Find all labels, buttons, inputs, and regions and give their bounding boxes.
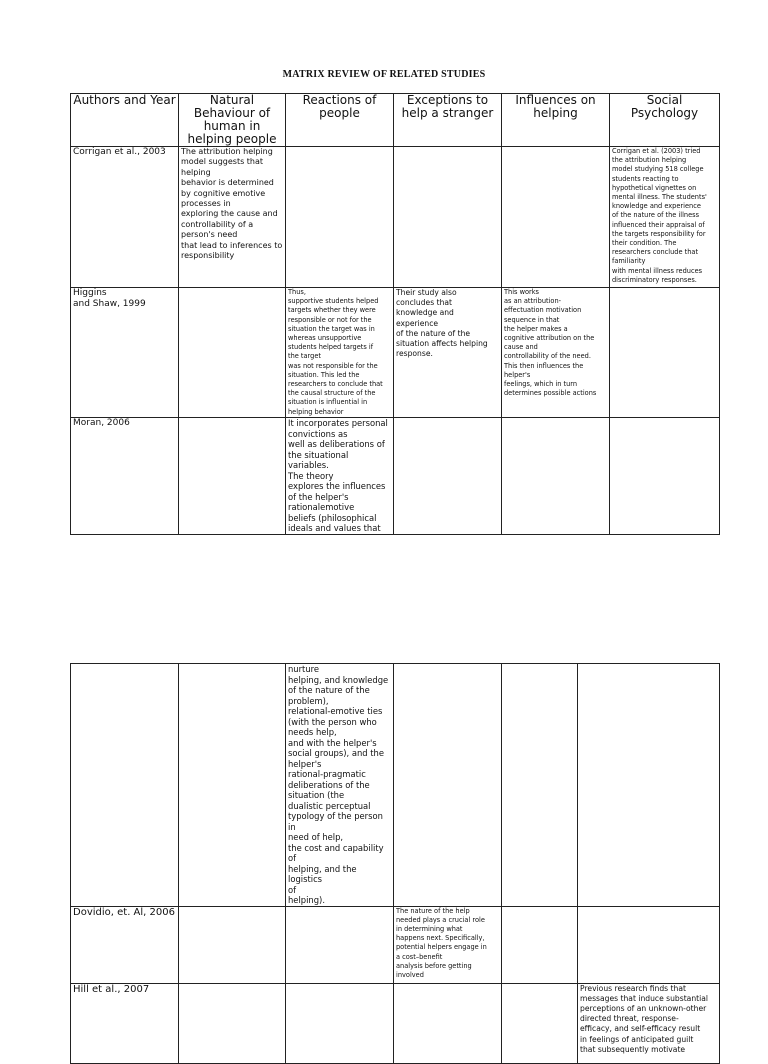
reactions-cell xyxy=(286,147,394,288)
reactions-cell: nurture helping, and knowledge of the nature of the problem), relational-emotive ties (with the person who needs help, and with the helper's social groups), and the helper's rational-pragmatic deliberations of the situation (the dualistic perceptual typology of the person in need of help, the cost and capability of helping, and the logistics of helping). xyxy=(286,664,394,907)
influences-cell: This works as an attribution- effectuation motivation sequence in that the helper makes a cognitive attribution on the cause and controllability of the need. This then influences the helper's feelings, which in turn determines possible actions xyxy=(502,288,610,418)
influences-cell xyxy=(502,664,578,907)
author-cell xyxy=(71,664,179,907)
exceptions-cell xyxy=(394,983,502,1063)
social-psychology-cell xyxy=(610,418,720,535)
reactions-cell: It incorporates personal convictions as well as deliberations of the situational variables. The theory explores the influences of the helper's rationalemotive beliefs (philosophical ideals and values that xyxy=(286,418,394,535)
table-row xyxy=(71,288,720,418)
social-psychology-cell xyxy=(578,906,720,983)
reactions-cell xyxy=(286,983,394,1063)
document-title: MATRIX REVIEW OF RELATED STUDIES xyxy=(282,69,486,80)
header-natural-behaviour: Natural Behaviour of human in helping people xyxy=(179,94,286,147)
header-social-psychology: Social Psychology xyxy=(610,94,720,147)
header-reactions-of-people: Reactions of people xyxy=(286,94,394,147)
influences-cell xyxy=(502,983,578,1063)
natural-behaviour-cell xyxy=(179,418,286,535)
influences-cell xyxy=(502,418,610,535)
table-row xyxy=(71,983,720,1063)
natural-behaviour-cell xyxy=(179,664,286,907)
social-psychology-cell xyxy=(610,288,720,418)
author-cell: Higgins and Shaw, 1999 xyxy=(71,288,179,418)
table-row xyxy=(71,418,720,535)
exceptions-cell: The nature of the help needed plays a crucial role in determining what happens next. Specifically, potential helpers engage in a cost–benefit analysis before getting involved xyxy=(394,906,502,983)
header-exceptions-to-help: Exceptions to help a stranger xyxy=(394,94,502,147)
influences-cell xyxy=(502,906,578,983)
header-authors-and-year: Authors and Year xyxy=(71,94,179,147)
influences-cell xyxy=(502,147,610,288)
natural-behaviour-cell xyxy=(179,288,286,418)
author-cell: Corrigan et al., 2003 xyxy=(71,147,179,288)
matrix-table-page-2 xyxy=(70,663,720,1064)
matrix-table-page-1 xyxy=(70,93,720,535)
natural-behaviour-cell: The attribution helping model suggests that helping behavior is determined by cognitive emotive processes in exploring the cause and controllability of a person's need that lead to inferences to responsibility xyxy=(179,147,286,288)
exceptions-cell xyxy=(394,418,502,535)
reactions-cell: Thus, supportive students helped targets whether they were responsible or not for the situation the target was in whereas unsupportive students helped targets if the target was not responsible for the situation. This led the researchers to conclude that the causal structure of the situation is influential in helping behavior xyxy=(286,288,394,418)
author-cell: Hill et al., 2007 xyxy=(71,983,179,1063)
exceptions-cell xyxy=(394,664,502,907)
natural-behaviour-cell xyxy=(179,906,286,983)
header-row xyxy=(71,94,720,147)
reactions-cell xyxy=(286,906,394,983)
exceptions-cell: Their study also concludes that knowledge and experience of the nature of the situation affects helping response. xyxy=(394,288,502,418)
natural-behaviour-cell xyxy=(179,983,286,1063)
social-psychology-cell xyxy=(578,664,720,907)
exceptions-cell xyxy=(394,147,502,288)
table-row xyxy=(71,147,720,288)
social-psychology-cell: Corrigan et al. (2003) tried the attribution helping model studying 518 college students reacting to hypothetical vignettes on mental illness. The students' knowledge and experience of the nature of the illness influenced their appraisal of the targets responsibility for their condition. The researchers conclude that familiarity with mental illness reduces discriminatory responses. xyxy=(610,147,720,288)
table-row xyxy=(71,906,720,983)
table-row xyxy=(71,664,720,907)
author-cell: Moran, 2006 xyxy=(71,418,179,535)
social-psychology-cell: Previous research finds that messages that induce substantial perceptions of an unknown-other directed threat, response- efficacy, and self-efficacy result in feelings of anticipated guilt that subsequently motivate xyxy=(578,983,720,1063)
author-cell: Dovidio, et. Al, 2006 xyxy=(71,906,179,983)
header-influences-on-helping: Influences on helping xyxy=(502,94,610,147)
